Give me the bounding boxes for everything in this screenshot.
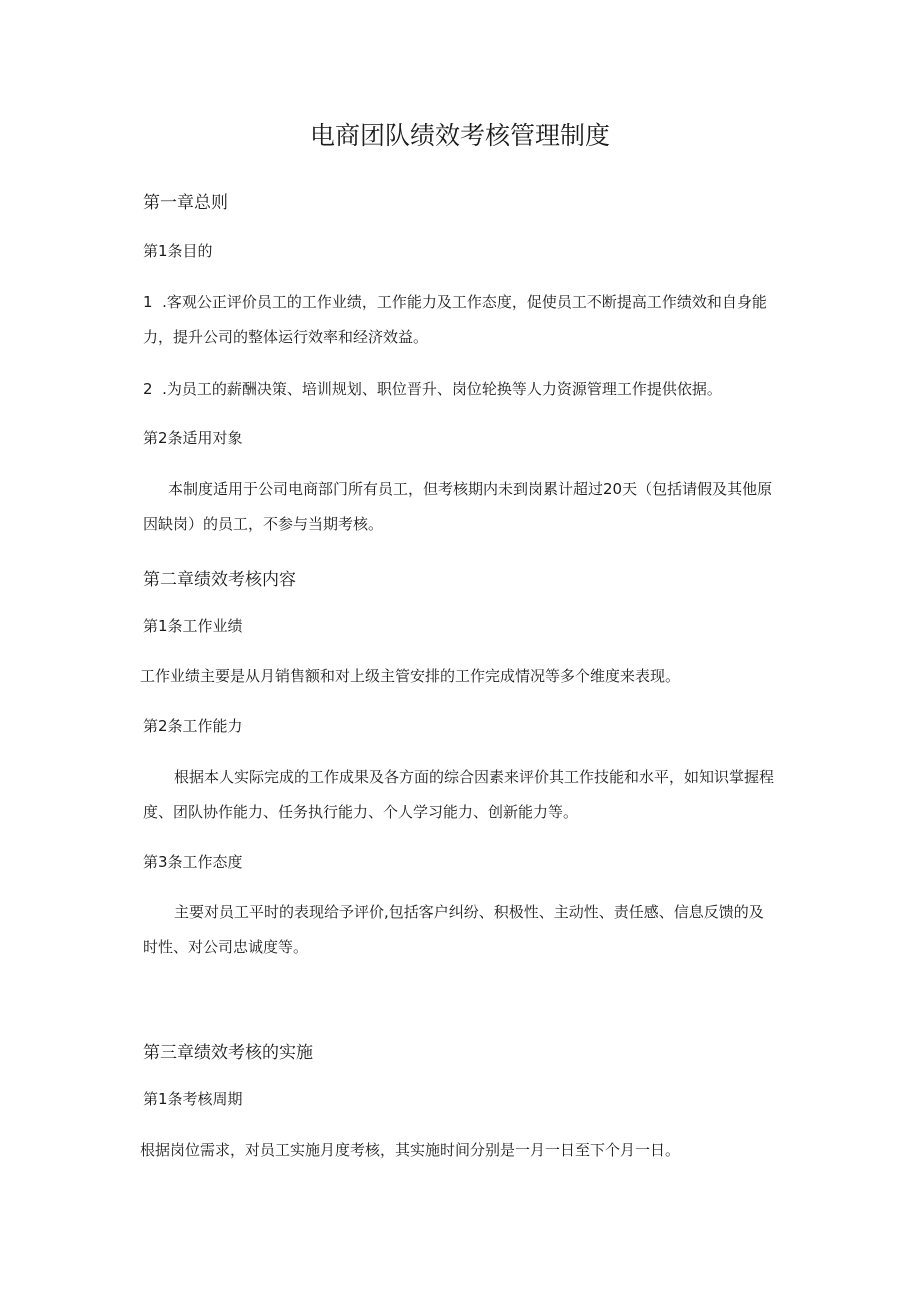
chapter-3-article-1-heading: 第1条考核周期: [143, 1090, 243, 1108]
article-1-item-1-line-1: 1 .客观公正评价员工的工作业绩，工作能力及工作态度，促使员工不断提高工作绩效和自身能: [143, 293, 767, 311]
chapter-2-article-1-heading: 第1条工作业绩: [143, 617, 243, 635]
chapter-2-article-3-line-2: 时性、对公司忠诚度等。: [143, 938, 309, 956]
chapter-2-heading: 第二章绩效考核内容: [143, 570, 296, 590]
article-1-item-2: 2 .为员工的薪酬决策、培训规划、职位晋升、岗位轮换等人力资源管理工作提供依据。: [143, 380, 722, 398]
article-2-heading: 第2条适用对象: [143, 429, 243, 447]
article-2-line-2: 因缺岗）的员工，不参与当期考核。: [143, 515, 384, 533]
chapter-2-article-2-heading: 第2条工作能力: [143, 717, 243, 735]
chapter-3-article-1-line-1: 根据岗位需求，对员工实施月度考核，其实施时间分别是一月一日至下个月一日。: [140, 1141, 681, 1159]
chapter-2-article-2-line-2: 度、团队协作能力、任务执行能力、个人学习能力、创新能力等。: [143, 803, 579, 821]
chapter-2-article-3-line-1: 主要对员工平时的表现给予评价,包括客户纠纷、积极性、主动性、责任感、信息反馈的及: [174, 903, 764, 921]
article-1-heading: 第1条目的: [143, 242, 213, 260]
article-1-item-1-line-2: 力，提升公司的整体运行效率和经济效益。: [143, 328, 429, 346]
chapter-2-article-3-heading: 第3条工作态度: [143, 853, 243, 871]
chapter-2-article-2-line-1: 根据本人实际完成的工作成果及各方面的综合因素来评价其工作技能和水平，如知识掌握程: [174, 768, 775, 786]
document-title: 电商团队绩效考核管理制度: [309, 121, 610, 150]
chapter-2-article-1-line-1: 工作业绩主要是从月销售额和对上级主管安排的工作完成情况等多个维度来表现。: [140, 667, 681, 685]
chapter-3-heading: 第三章绩效考核的实施: [143, 1043, 313, 1063]
chapter-1-heading: 第一章总则: [143, 193, 228, 213]
article-2-line-1: 本制度适用于公司电商部门所有员工，但考核期内未到岗累计超过20天（包括请假及其他原: [168, 480, 773, 498]
